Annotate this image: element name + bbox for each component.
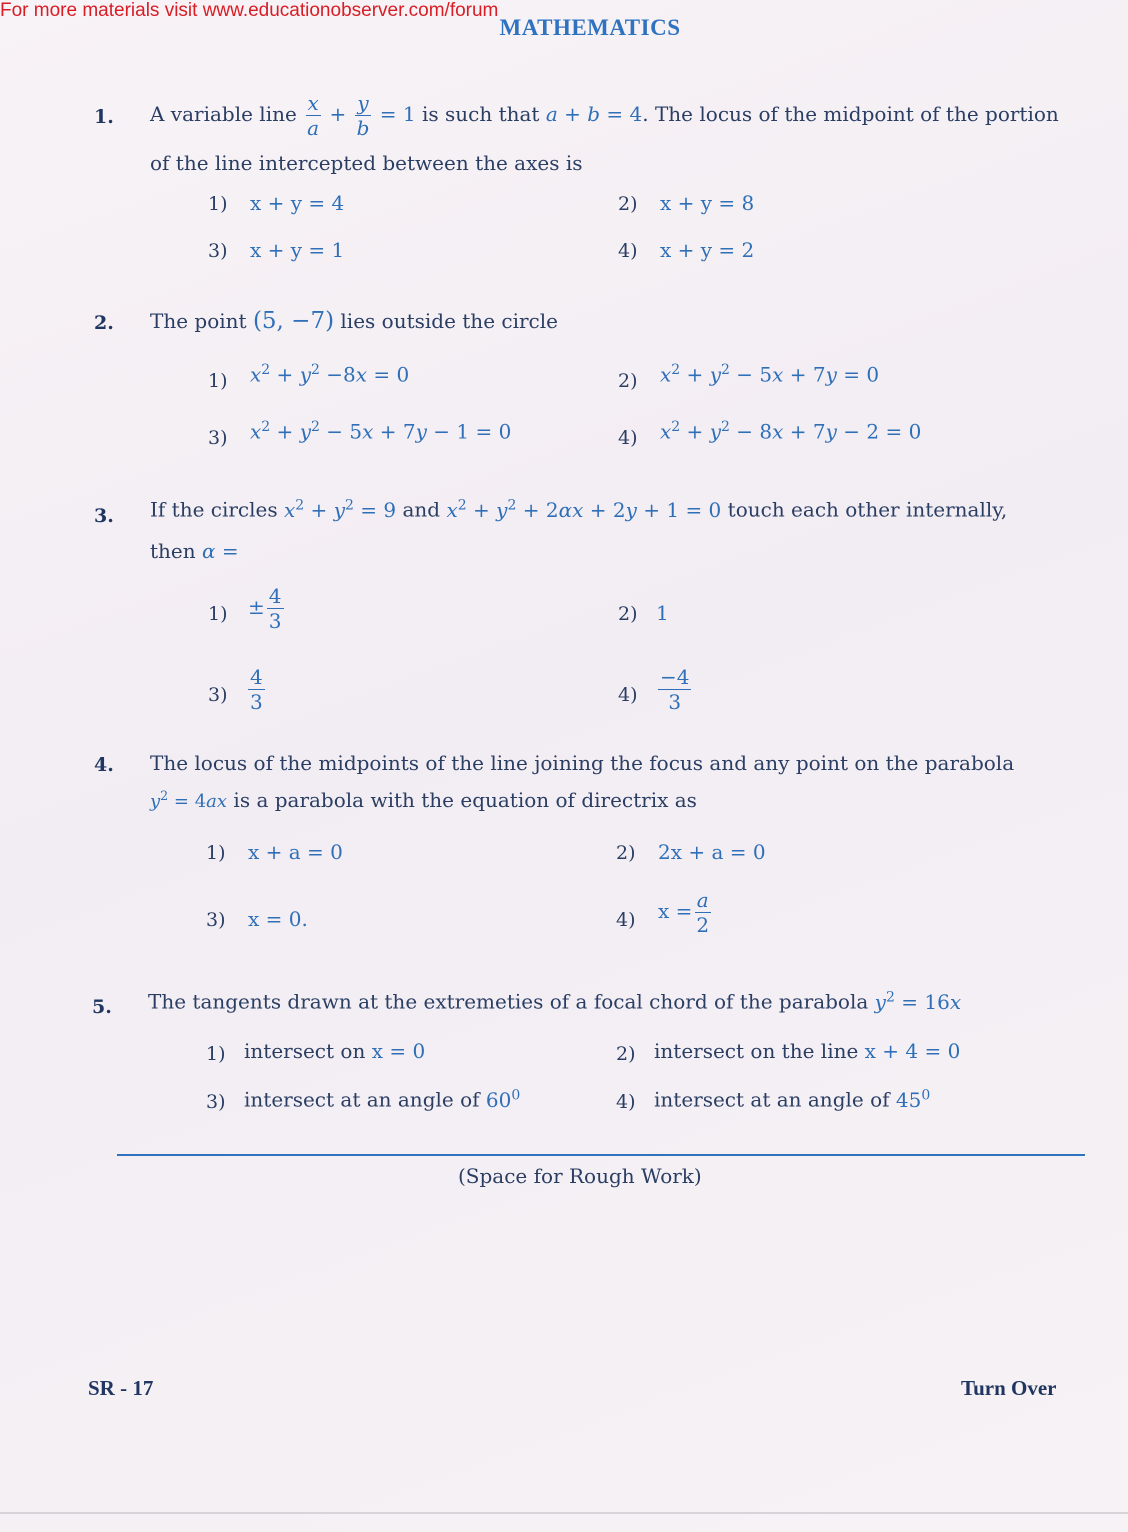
q3-option-3-num: 3) [208,684,228,706]
q1-option-3[interactable]: x + y = 1 [250,238,345,262]
q2-option-3[interactable]: $x^2 + y^2 - 5x + 7y - 1 = 0$ [250,419,512,444]
q3-option-2-num: 2) [618,603,638,625]
q3-circle-1: $x^2 + y^2 = 9$ [284,497,397,522]
q1-option-4-num: 4) [618,240,638,262]
q3-option-1-num: 1) [208,603,228,625]
q5-parabola: $y^2 = 16x$ [874,989,962,1014]
question-5-number: 5. [92,996,112,1018]
q1-line-equation: $\frac{x}{a}$ + $\frac{y}{b}$ = 1 [307,91,422,140]
q1-text-a: A variable line [150,102,297,126]
q3-text-line2: then [150,539,196,563]
question-1-number: 1. [94,106,114,128]
q2-option-2-num: 2) [618,370,638,392]
q1-option-2[interactable]: x + y = 8 [660,191,755,215]
q2-option-2[interactable]: $x^2 + y^2 - 5x + 7y = 0$ [660,362,880,387]
q5-option-1-num: 1) [206,1043,226,1065]
q2-option-4-num: 4) [618,427,638,449]
q5-option-3[interactable]: intersect at an angle of $60^0$ [244,1087,521,1112]
q1-option-2-num: 2) [618,193,638,215]
question-1-text [150,92,1059,139]
q5-option-2[interactable]: intersect on the line x + 4 = 0 [654,1039,961,1063]
q4-option-2[interactable]: 2x + a = 0 [658,840,766,864]
q3-option-1-sign: ± [248,595,265,619]
q5-option-2-num: 2) [616,1043,636,1065]
q3-option-2[interactable]: 1 [656,601,669,625]
q4-option-4-num: 4) [616,909,636,931]
q2-text-a: The point [150,309,247,333]
question-2-text [150,307,558,336]
q2-option-3-num: 3) [208,427,228,449]
paper-code: SR - 17 [88,1376,154,1400]
q4-option-4[interactable]: x = $\frac{a}{2}$ [658,888,710,937]
watermark-link[interactable]: For more materials visit www.educationobserver.com/forum [0,0,499,21]
q4-option-4-text: x = [658,899,693,923]
q4-text-b: is a parabola with the equation of directrix as [233,788,697,812]
q1-text-b: is such that [421,102,540,126]
q1-option-1[interactable]: x + y = 4 [250,191,345,215]
question-3-text-line2 [150,539,239,564]
q5-option-1[interactable]: intersect on x = 0 [244,1039,426,1063]
q2-option-1-num: 1) [208,370,228,392]
question-3-number: 3. [94,505,114,527]
q4-option-2-num: 2) [616,842,636,864]
question-5-text [148,989,961,1015]
q4-option-1[interactable]: x + a = 0 [248,840,343,864]
q5-option-4[interactable]: intersect at an angle of $45^0$ [654,1087,931,1112]
page-edge-line [0,1512,1128,1514]
q3-circle-2: $x^2 + y^2 + 2\alpha x + 2y + 1 = 0$ [446,497,722,522]
q1-option-4[interactable]: x + y = 2 [660,238,755,262]
q1-option-1-num: 1) [208,193,228,215]
page-title: MATHEMATICS [499,15,681,40]
q2-point: (5, −7) [252,308,335,334]
question-4-text: The locus of the midpoints of the line joining the focus and any point on the parabola [150,751,1015,775]
q3-alpha: α = [202,539,239,563]
q3-option-4-num: 4) [618,684,638,706]
question-1-text-line2: of the line intercepted between the axes is [150,151,583,175]
q4-option-1-num: 1) [206,842,226,864]
question-3-text [150,497,1007,523]
q5-option-3-num: 3) [206,1091,226,1113]
q1-condition: a + b = 4 [545,102,643,126]
turn-over-label: Turn Over [961,1376,1057,1400]
q3-text-a: If the circles [150,497,278,522]
question-4-text-line2 [150,788,697,814]
q1-option-3-num: 3) [208,240,228,262]
q4-option-3[interactable]: x = 0. [248,907,308,931]
q3-option-1[interactable]: ± $\frac{4}{3}$ [248,584,282,633]
q5-text-a: The tangents drawn at the extremeties of a focal chord of the parabola [148,989,869,1014]
q1-text-c: . The locus of the midpoint of the portion [642,102,1059,126]
q3-text-c: touch each other internally, [727,497,1008,522]
rough-work-label: (Space for Rough Work) [458,1164,702,1188]
q2-option-4[interactable]: $x^2 + y^2 - 8x + 7y - 2 = 0$ [660,419,922,444]
q4-parabola: $y^2 = 4ax$ [150,788,228,812]
question-4-number: 4. [94,754,114,776]
q3-text-b: and [402,497,441,522]
q3-option-3[interactable]: $\frac{4}{3}$ [250,665,263,714]
q4-option-3-num: 3) [206,909,226,931]
q5-option-4-num: 4) [616,1091,636,1113]
q2-option-1[interactable]: $x^2 + y^2 -8x = 0$ [250,362,410,387]
q3-option-4[interactable]: $\frac{-4}{3}$ [660,665,690,714]
q2-text-b: lies outside the circle [340,309,558,333]
divider-rule [117,1154,1085,1156]
question-2-number: 2. [94,312,114,334]
